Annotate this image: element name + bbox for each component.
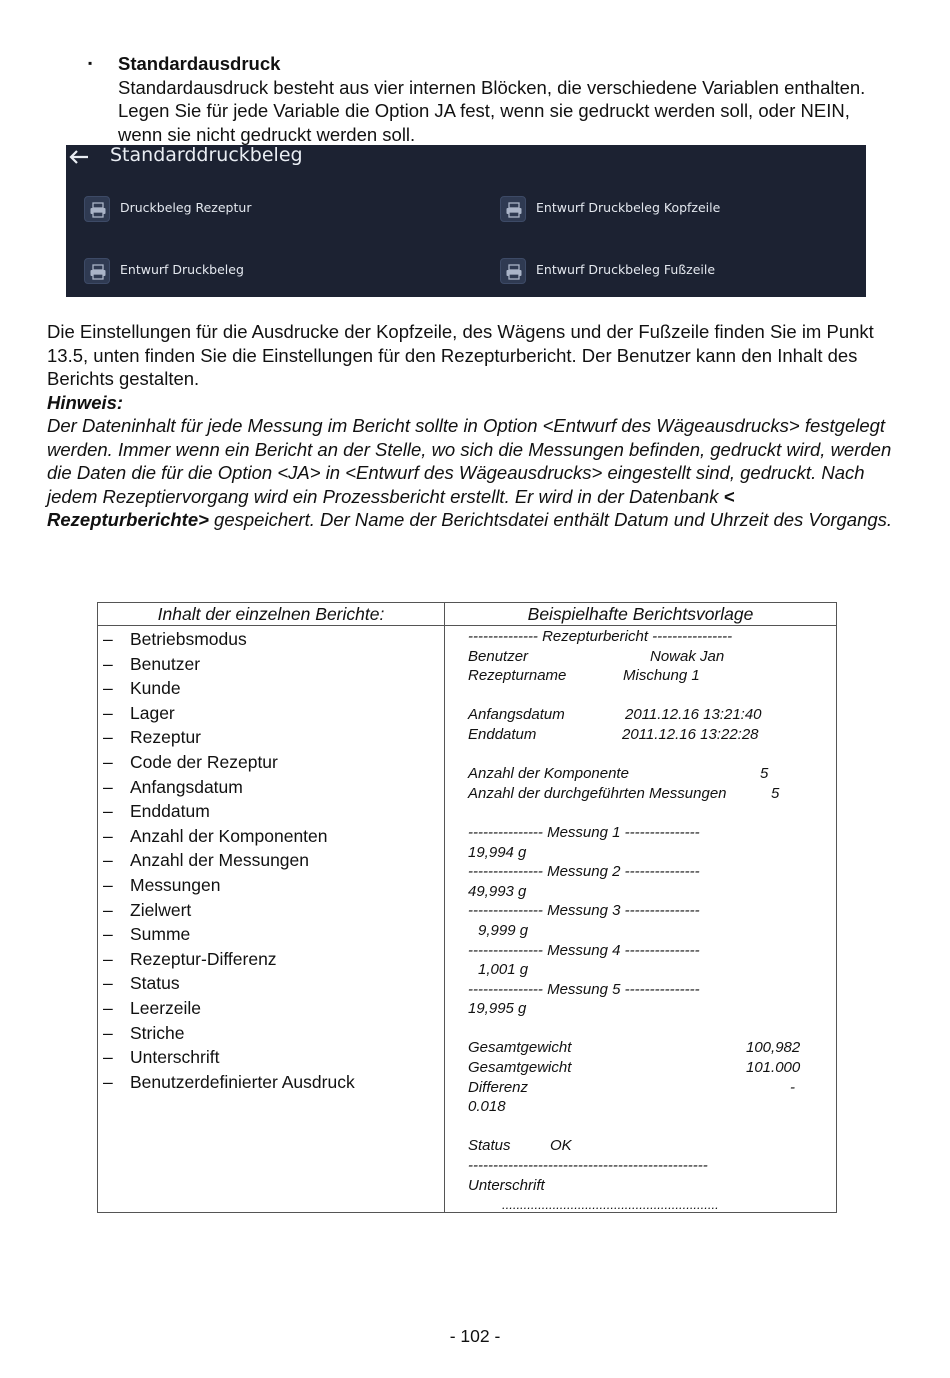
list-item: – Anzahl der Messungen <box>103 850 309 871</box>
report-total-2-row: Gesamtgewicht 101.000 <box>468 1059 801 1077</box>
menu-item-label: Entwurf Druckbeleg Kopfzeile <box>536 200 721 215</box>
report-signature-label: Unterschrift <box>468 1176 545 1194</box>
note-text-bold: < Rezepturberichte> <box>47 485 735 530</box>
report-header: -------------- Rezepturbericht ---------------- <box>468 628 733 645</box>
list-item: – Anzahl der Komponenten <box>103 825 328 846</box>
page-number: - 102 - <box>449 1326 501 1346</box>
report-blank <box>468 1117 828 1137</box>
report-blank <box>468 803 828 823</box>
report-blank <box>468 745 828 765</box>
table-header-right: Beispielhafte Berichtsvorlage <box>527 604 754 624</box>
report-measurement-4-header: --------------- Messung 4 --------------- <box>468 941 700 959</box>
note-text <box>47 414 897 532</box>
list-item: – Betriebsmodus <box>103 629 247 649</box>
menu-item-label: Entwurf Druckbeleg Fußzeile <box>536 262 716 277</box>
list-item: – Rezeptur <box>103 727 202 748</box>
note-title: Hinweis: <box>47 392 124 413</box>
report-blank <box>468 686 828 706</box>
list-item: – Benutzer <box>103 653 201 674</box>
menu-item-label: Druckbeleg Rezeptur <box>120 200 252 215</box>
printer-icon <box>84 258 110 284</box>
report-difference-row: Differenz - <box>468 1078 795 1096</box>
standard-print-screen <box>66 145 866 297</box>
report-components-row: Anzahl der Komponente 5 <box>468 765 769 783</box>
list-item: – Status <box>103 973 180 994</box>
menu-item-druckbeleg-rezeptur[interactable] <box>84 192 414 226</box>
list-item: – Rezeptur-Differenz <box>103 948 277 969</box>
menu-item-label: Entwurf Druckbeleg <box>120 262 244 277</box>
report-user-row: Benutzer Nowak Jan <box>468 647 725 665</box>
report-measurement-2-value: 49,993 g <box>468 882 527 900</box>
list-item: – Anfangsdatum <box>103 776 243 797</box>
note-text-before: Der Dateninhalt für jede Messung im Bericht sollte in Option <Entwurf des Wägeausdrucks> festgelegt werden. Immer wenn ein Bericht an der Stelle, wo sich die Messungen befinden, gedruckt wird, werden die Daten die für die Option <JA> in <Entwurf des Wägeausdrucks> eingestellt sind, gedruckt. Nach jedem Rezeptiervorgang wird ein Prozessbericht erstellt. Er wird in der Datenbank <box>47 415 892 507</box>
report-measurement-5-value: 19,995 g <box>468 1000 527 1018</box>
report-recipe-row: Rezepturname Mischung 1 <box>468 667 700 685</box>
section-description: Standardausdruck besteht aus vier internen Blöcken, die verschiedene Variablen enthalten. Legen Sie für jede Variable die Option JA fest, wenn sie gedruckt werden soll, oder NEIN, wenn sie nicht gedruckt werden soll. <box>118 76 866 145</box>
list-item: – Kunde <box>103 678 181 699</box>
list-item: – Zielwert <box>103 899 192 920</box>
screen-title: Standarddruckbeleg <box>110 144 303 166</box>
report-status-row: Status OK <box>468 1137 572 1155</box>
menu-item-entwurf-kopfzeile[interactable] <box>500 192 830 226</box>
printer-icon <box>84 196 110 222</box>
report-difference-value: 0.018 <box>468 1098 506 1116</box>
report-measurements-row: Anzahl der durchgeführten Messungen 5 <box>468 784 780 802</box>
report-measurement-2-header: --------------- Messung 2 --------------- <box>468 863 700 881</box>
printer-icon <box>500 196 526 222</box>
list-item: – Unterschrift <box>103 1047 220 1068</box>
table-column-divider <box>444 603 445 1212</box>
list-item: – Benutzerdefinierter Ausdruck <box>103 1071 355 1092</box>
report-content-list <box>98 627 444 1094</box>
list-item: – Striche <box>103 1022 185 1043</box>
report-measurement-1-value: 19,994 g <box>468 843 527 861</box>
screen-header <box>66 145 866 175</box>
report-signature-line: ............................................................ <box>502 1197 719 1213</box>
sample-report <box>468 627 828 1215</box>
printer-icon <box>500 258 526 284</box>
settings-paragraph: Die Einstellungen für die Ausdrucke der Kopfzeile, des Wägens und der Fußzeile finden Sie im Punkt 13.5, unten finden Sie die Einstellungen für den Rezepturbericht. Der Benutzer kann den Inhalt des Berichts gestalten. <box>47 321 874 389</box>
report-measurement-5-header: --------------- Messung 5 --------------- <box>468 980 700 998</box>
report-blank <box>468 1019 828 1039</box>
bullet-marker: ▪ <box>88 56 93 70</box>
menu-item-entwurf-druckbeleg[interactable] <box>84 254 414 288</box>
report-separator: ------------------------------------------------ <box>468 1157 708 1175</box>
report-measurement-3-value: 9,999 g <box>478 921 529 939</box>
report-measurement-3-header: --------------- Messung 3 --------------- <box>468 902 700 920</box>
report-content-table <box>97 602 837 1213</box>
section-title: Standardausdruck <box>118 53 281 74</box>
list-item: – Messungen <box>103 874 221 895</box>
table-header-divider <box>98 625 836 626</box>
report-measurement-4-value: 1,001 g <box>478 961 529 979</box>
list-item: – Code der Rezeptur <box>103 751 278 772</box>
report-end-row: Enddatum 2011.12.16 13:22:28 <box>468 725 759 743</box>
menu-item-entwurf-fusszeile[interactable] <box>500 254 830 288</box>
report-total-1-row: Gesamtgewicht 100,982 <box>468 1039 801 1057</box>
list-item: – Enddatum <box>103 801 210 822</box>
list-item: – Leerzeile <box>103 997 202 1018</box>
report-start-row: Anfangsdatum 2011.12.16 13:21:40 <box>468 706 762 724</box>
list-item: – Summe <box>103 924 191 945</box>
note-text-after: gespeichert. Der Name der Berichtsdatei enthält Datum und Uhrzeit des Vorgangs. <box>208 509 893 530</box>
arrow-left-icon[interactable] <box>68 146 90 168</box>
table-header-left: Inhalt der einzelnen Berichte: <box>157 604 385 624</box>
report-measurement-1-header: --------------- Messung 1 --------------- <box>468 823 700 841</box>
list-item: – Lager <box>103 702 175 723</box>
